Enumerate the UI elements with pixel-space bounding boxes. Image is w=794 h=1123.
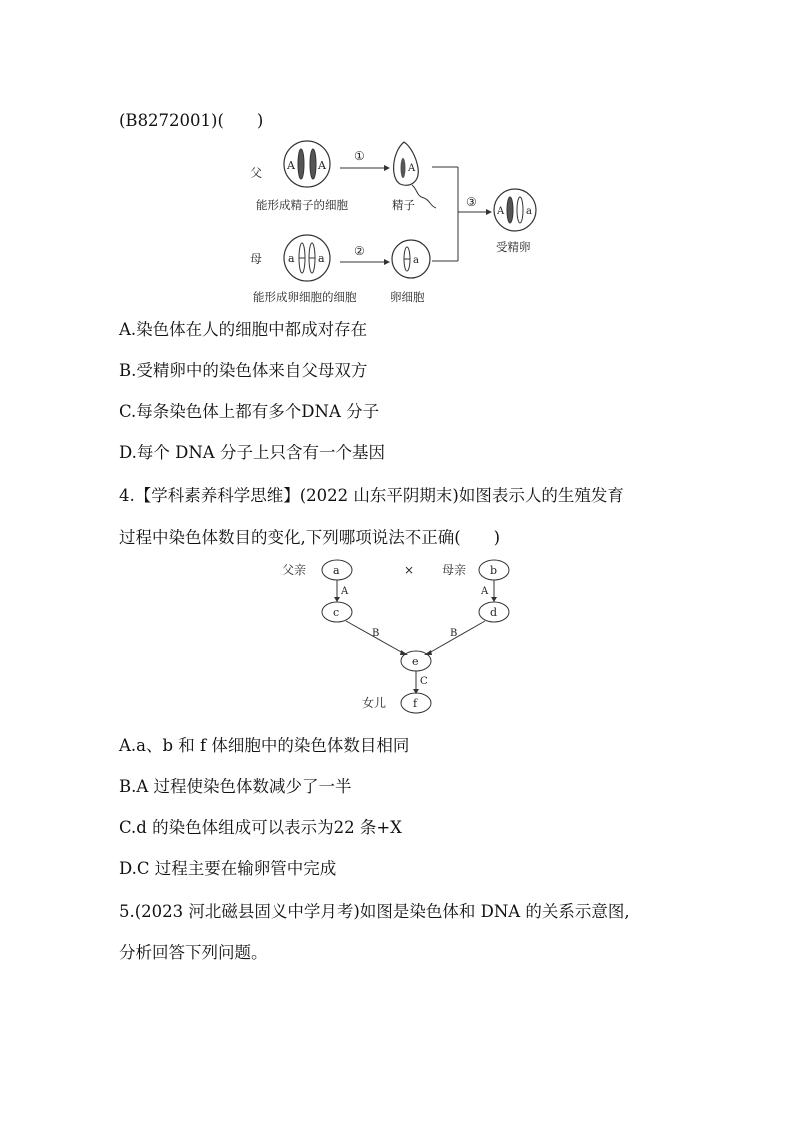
node-d: d [490,606,498,619]
edge-A-right: A [481,586,489,597]
zygote-allele-a: a [526,206,532,217]
q3-option-c: C.每条染色体上都有多个DNA 分子 [119,402,380,421]
edge-B-left: B [372,628,380,639]
caption-zygote: 受精卵 [496,240,531,254]
q4-option-c: C.d 的染色体组成可以表示为22 条+X [119,818,402,837]
cross-symbol: × [404,563,415,577]
q3-option-b: B.受精卵中的染色体来自父母双方 [119,361,368,380]
zygote-allele-A: A [497,206,505,217]
edge-A-left: A [341,586,349,597]
zygote-cell [494,189,536,231]
q4-option-b: B.A 过程使染色体数减少了一半 [119,777,352,796]
egg-allele: a [413,255,419,266]
q5-stem-line2: 分析回答下列问题。 [119,943,268,962]
sperm-mother-cell [284,141,330,187]
step1-label: ① [354,149,365,163]
edge-C: C [420,676,428,687]
allele-A-left: A [287,159,295,172]
father-text: 父亲 [282,563,307,577]
caption-sperm-cell: 能形成精子的细胞 [256,198,348,212]
egg-cell [392,240,430,278]
node-f: f [413,697,418,710]
step3-label: ③ [466,195,477,209]
mother-text: 母亲 [442,563,467,577]
edge-B-right: B [450,628,458,639]
node-c: c [333,606,340,619]
allele-a-right: a [318,252,325,265]
mother-label: 母 [250,252,263,266]
q5-stem-line1: 5.(2023 河北磁县固义中学月考)如图是染色体和 DNA 的关系示意图, [119,902,630,921]
q3-option-d: D.每个 DNA 分子上只含有一个基因 [119,443,385,462]
caption-sperm: 精子 [392,198,415,212]
caption-egg: 卵细胞 [390,290,425,304]
egg-mother-cell [284,235,330,281]
q3-stem: (B8272001)( ) [119,111,264,130]
q4-stem-line1: 4.【学科素养科学思维】(2022 山东平阴期末)如图表示人的生殖发育 [119,486,624,505]
q4-option-d: D.C 过程主要在输卵管中完成 [119,859,337,878]
father-label: 父 [250,166,263,180]
allele-a-left: a [288,252,295,265]
node-a: a [333,564,340,577]
node-e: e [412,655,419,668]
caption-egg-cell: 能形成卵细胞的细胞 [253,290,357,304]
fertilization-diagram [240,138,560,308]
sperm-allele: A [408,163,416,174]
reproduction-flow-diagram [280,558,520,716]
q3-option-a: A.染色体在人的细胞中都成对存在 [119,320,368,339]
q4-option-a: A.a、b 和 f 体细胞中的染色体数目相同 [119,736,410,755]
allele-A-right: A [318,159,326,172]
step2-label: ② [354,244,365,258]
daughter-text: 女儿 [362,696,387,710]
node-b: b [490,564,498,577]
q4-stem-line2: 过程中染色体数目的变化,下列哪项说法不正确( ) [119,528,501,547]
